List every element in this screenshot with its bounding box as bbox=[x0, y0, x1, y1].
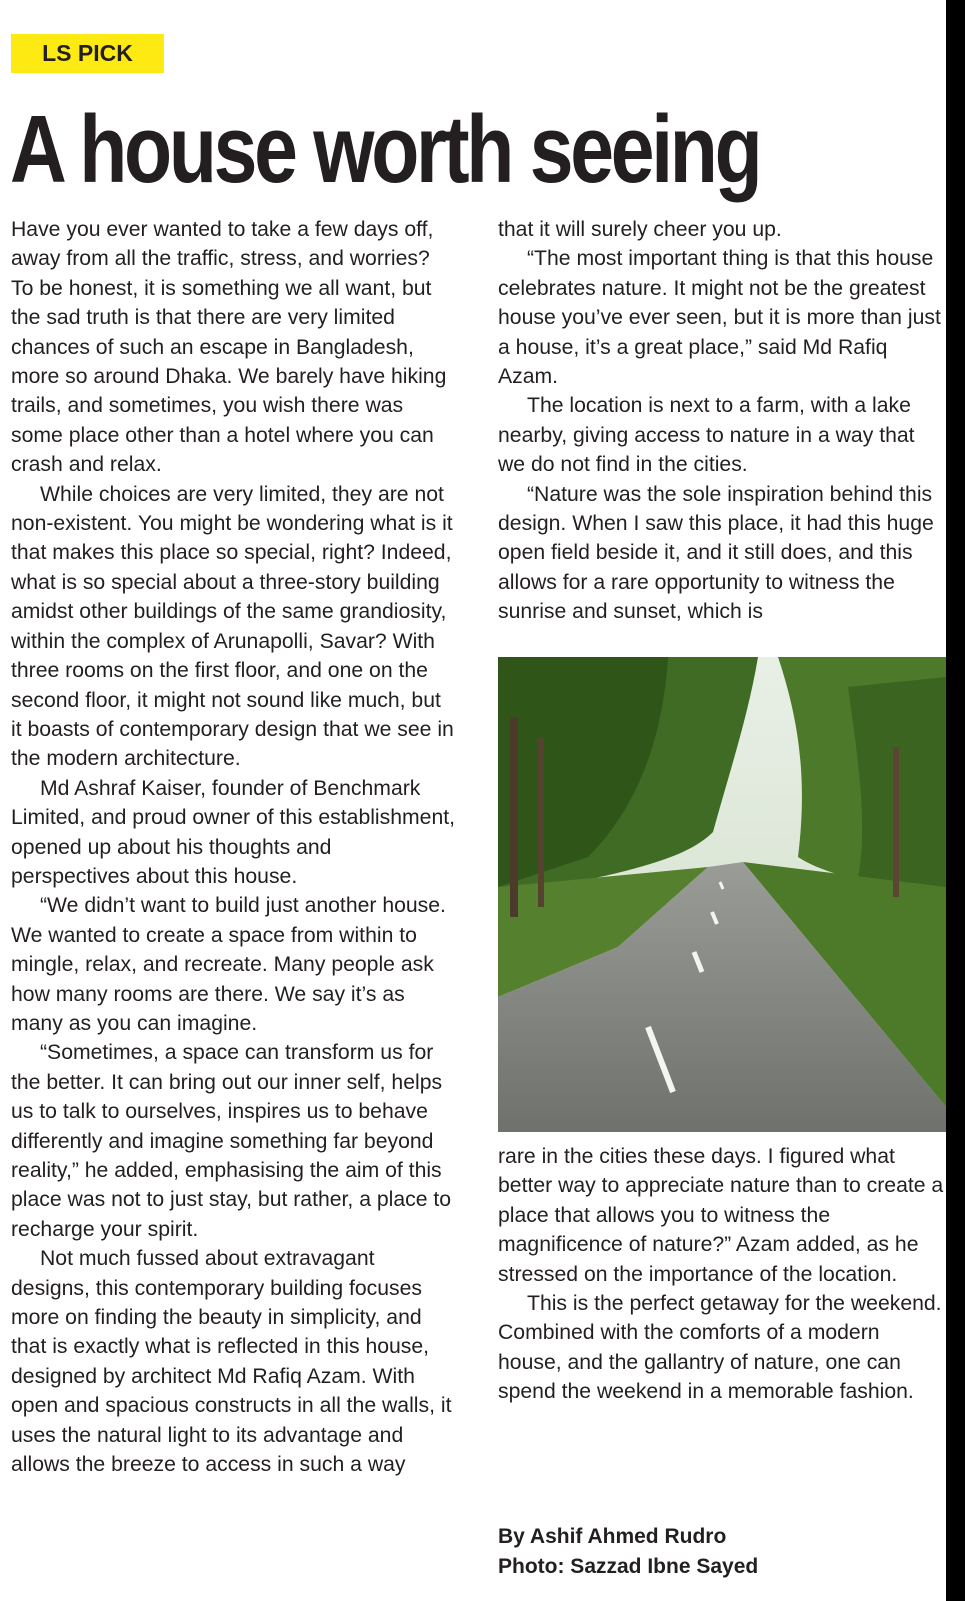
paragraph: Not much fussed about extravagant designs, this contemporary building focuses more on finding the beauty in simplicity, and that is exactly what is reflected in this house, designed by architect Md Rafiq Azam. With open and spacious constructs in all the walls, it uses the natural light to its advantage and allows the breeze to access in such a way bbox=[11, 1247, 452, 1477]
headline: A house worth seeing bbox=[10, 96, 760, 203]
paragraph: This is the perfect getaway for the weekend. Combined with the comforts of a modern house, and the gallantry of nature, one can spend the weekend in a memorable fashion. bbox=[498, 1292, 942, 1404]
paragraph: “The most important thing is that this house celebrates nature. It might not be the greatest house you’ve ever seen, but it is more than just a house, it’s a great place,” said Md Rafiq Azam. bbox=[498, 247, 941, 389]
paragraph: Md Ashraf Kaiser, founder of Benchmark Limited, and proud owner of this establishment, opened up about his thoughts and perspectives about this house. bbox=[11, 776, 456, 888]
road-photo bbox=[498, 657, 946, 1132]
paragraph: “Nature was the sole inspiration behind this design. When I saw this place, it had this huge open field beside it, and it still does, and this allows for a rare opportunity to witness the sunrise and sunset, which is bbox=[498, 482, 934, 624]
article-column-right-bottom bbox=[498, 1142, 946, 1407]
paragraph: Have you ever wanted to take a few days off, away from all the traffic, stress, and worries? To be honest, it is something we all want, but the sad truth is that there are very limited chances of such an escape in Bangladesh, more so around Dhaka. We barely have hiking trails, and sometimes, you wish there was some place other than a hotel where you can crash and relax. bbox=[11, 218, 447, 477]
paragraph: “We didn’t want to build just another house. We wanted to create a space from within to mingle, relax, and recreate. Many people ask how many rooms are there. We say it’s as many as you can imagine. bbox=[11, 894, 446, 1035]
paragraph: While choices are very limited, they are not non-existent. You might be wondering what is it that makes this place so special, right? Indeed, what is so special about a three-story building amidst other buildings of the same grandiosity, within the complex of Arunapolli, Savar? With three rooms on the first floor, and one on the second floor, it might not sound like much, but it boasts of contemporary design that we see in the modern architecture. bbox=[11, 482, 454, 771]
photo-credit: Photo: Sazzad Ibne Sayed bbox=[498, 1555, 759, 1578]
paragraph: The location is next to a farm, with a lake nearby, giving access to nature in a way that we do not find in the cities. bbox=[498, 394, 915, 477]
page-edge-bar bbox=[946, 0, 965, 1601]
article-column-left bbox=[11, 215, 456, 1479]
paragraph: that it will surely cheer you up. bbox=[498, 218, 782, 241]
paragraph: rare in the cities these days. I figured what better way to appreciate nature than to create a place that allows you to witness the magnificence of nature?” Azam added, as he stressed on the importance of the location. bbox=[498, 1145, 944, 1286]
section-tag: LS PICK bbox=[11, 34, 164, 73]
article-column-right-top bbox=[498, 215, 946, 627]
credits bbox=[498, 1522, 938, 1582]
paragraph: “Sometimes, a space can transform us for the better. It can bring out our inner self, helps us to talk to ourselves, inspires us to behave differently and imagine something far beyond reality,” he added, emphasising the aim of this place was not to just stay, but rather, a place to recharge your spirit. bbox=[11, 1041, 452, 1241]
byline: By Ashif Ahmed Rudro bbox=[498, 1525, 727, 1548]
